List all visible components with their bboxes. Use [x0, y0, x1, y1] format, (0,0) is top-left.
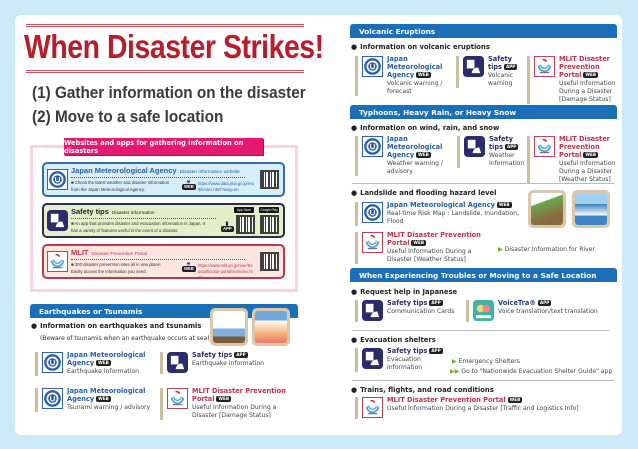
- landslide-jma-item[interactable]: [355, 202, 525, 226]
- item-badge: WEB: [509, 397, 521, 402]
- mlit-website-card[interactable]: [42, 244, 285, 279]
- earthquake-jma-item[interactable]: [35, 352, 160, 376]
- web-badge: WEB: [184, 184, 194, 189]
- safety-tips-card[interactable]: [42, 203, 285, 238]
- item-name: Japan Meteorological Agency: [67, 351, 146, 367]
- item-name: Safety tips: [192, 351, 233, 359]
- jma-logo-icon: [362, 56, 383, 77]
- item-name: MLIT Disaster Prevention Portal: [559, 135, 610, 159]
- item-desc: Useful Information During a Disaster [Weather Status]: [387, 248, 472, 263]
- item-badge: WEB: [585, 152, 597, 157]
- web-badge: WEB: [184, 266, 194, 271]
- item-desc: Useful Information During a Disaster [Weather Status]: [559, 160, 616, 183]
- divider: [352, 330, 610, 331]
- divider: [352, 183, 614, 184]
- item-name: Japan Meteorological Agency: [387, 55, 443, 79]
- safety-name: Safety tips: [71, 207, 109, 216]
- divider: [71, 218, 216, 219]
- item-desc: Useful Information During a Disaster [Damage Status]: [192, 404, 277, 419]
- trains-mlit-item[interactable]: [355, 397, 595, 419]
- item-desc: Useful Information During a Disaster [Traffic and Logistics Info]: [387, 405, 579, 412]
- trains-bullet: ● Trains, flights, and road conditions: [351, 386, 494, 394]
- item-name: VoiceTra®: [498, 299, 536, 307]
- volcanic-bullet: ● Information on volcanic eruptions: [351, 43, 490, 51]
- websites-title: Websites and apps for gathering information on disasters: [64, 138, 263, 155]
- divider: [71, 177, 245, 178]
- landslide-illustration: [528, 190, 566, 228]
- help-voicetra-item[interactable]: [466, 300, 616, 322]
- mlit-name: MLIT: [71, 248, 89, 257]
- item-badge: APP: [539, 300, 550, 305]
- arrow-icon: ▶: [498, 246, 503, 253]
- item-desc: Evacuation information: [387, 356, 423, 371]
- item-desc: Earthquake information: [192, 360, 264, 367]
- jma-logo-icon: [47, 169, 68, 190]
- safety-logo-icon: [463, 56, 484, 77]
- shelters-bullet: ● Evacuation shelters: [351, 336, 436, 344]
- item-desc: Communication Cards: [387, 308, 455, 315]
- arrow-icon: ▶: [452, 358, 457, 365]
- item-desc: Weather Information: [489, 152, 525, 167]
- title-rule-bottom: [26, 70, 304, 73]
- jma-logo-icon: [42, 352, 63, 373]
- mlit-logo-icon: [167, 388, 188, 409]
- flood-illustration: [572, 190, 610, 228]
- shelter-guide-label: Go to "Nationwide Evacuation Shelter Guide" app: [461, 368, 613, 375]
- safety-logo-icon: [464, 136, 485, 157]
- mlit-logo-icon: [47, 251, 68, 272]
- divider: [71, 259, 245, 260]
- jma-logo-icon: [362, 202, 383, 223]
- item-badge: WEB: [418, 72, 429, 77]
- phone-icon: 📱: [224, 221, 230, 226]
- item-badge: WEB: [413, 240, 425, 245]
- earthquake-illustration: [210, 308, 248, 346]
- earthquakes-bullet: ● Information on earthquakes and tsunamis: [31, 322, 201, 330]
- emergency-shelters-link[interactable]: [452, 358, 520, 365]
- item-name: Safety tips: [387, 347, 428, 355]
- item-badge: WEB: [418, 152, 429, 157]
- jma-name: Japan Meteorological Agency: [71, 166, 177, 175]
- shelters-safety-item[interactable]: [355, 348, 455, 372]
- section-typhoons: Typhoons, Heavy Rain, or Heavy Snow: [350, 105, 617, 119]
- jma-website-card[interactable]: [42, 162, 285, 197]
- item-name: Safety tips: [488, 55, 512, 71]
- help-safety-item[interactable]: [355, 300, 455, 322]
- section-volcanic: Volcanic Eruptions: [350, 24, 617, 38]
- item-desc: Volcanic warning / forecast: [387, 80, 443, 95]
- item-desc: Earthquake information: [67, 368, 139, 375]
- item-badge: WEB: [218, 396, 230, 401]
- jma-logo-icon: [42, 388, 63, 409]
- title-rule-top: [26, 24, 304, 27]
- mlit-logo-icon: [534, 56, 555, 77]
- mlit-qr-code[interactable]: [260, 252, 279, 271]
- emergency-shelters-label: Emergency Shelters: [458, 358, 520, 365]
- earthquakes-note: (Beware of tsunamis when an earthquake occurs at sea): [40, 335, 210, 342]
- item-badge: APP: [507, 144, 517, 149]
- jma-desc: ■ Check the latest weather and disaster information from the Japan Meteorological Agency.: [71, 180, 170, 192]
- volcanic-mlit-item[interactable]: [527, 56, 619, 104]
- voicetra-logo-icon: [473, 300, 494, 321]
- item-desc: Volcanic warning: [488, 72, 514, 87]
- item-name: Japan Meteorological Agency: [387, 201, 495, 209]
- safety-tips-logo-icon: [47, 210, 68, 231]
- item-badge: APP: [236, 352, 246, 357]
- mlit-logo-icon: [534, 136, 555, 157]
- item-name: MLIT Disaster Prevention Portal: [192, 387, 286, 403]
- item-desc: Tsunami warning / advisory: [67, 404, 151, 411]
- river-info-link[interactable]: [498, 246, 595, 253]
- item-desc: Weather warning / advisory: [387, 160, 443, 175]
- typhoon-safety-item[interactable]: [457, 136, 525, 168]
- item-name: MLIT Disaster Prevention Portal: [387, 231, 481, 247]
- item-badge: WEB: [98, 396, 109, 401]
- app-store-badge[interactable]: App Store: [234, 207, 254, 213]
- volcanic-jma-item[interactable]: [355, 56, 453, 96]
- item-name: MLIT Disaster Prevention Portal: [387, 396, 506, 404]
- item-name: Safety tips: [489, 135, 513, 151]
- river-info-label: Disaster Information for River: [504, 246, 595, 253]
- item-badge: APP: [431, 348, 441, 353]
- google-play-qr-code[interactable]: [260, 215, 279, 234]
- jma-logo-icon: [362, 136, 383, 157]
- item-badge: APP: [431, 300, 441, 305]
- item-badge: WEB: [98, 360, 109, 365]
- safety-logo-icon: [362, 300, 383, 321]
- jma-subtitle: Disaster information website: [179, 170, 240, 175]
- tsunami-illustration: [252, 308, 290, 346]
- item-desc: Useful Information During a Disaster [Damage Status]: [559, 80, 616, 103]
- laptop-icon: 💻: [186, 179, 192, 184]
- safety-logo-icon: [362, 348, 383, 369]
- item-name: Japan Meteorological Agency: [67, 387, 146, 403]
- section-troubles: When Experiencing Troubles or Moving to a Safe Location: [350, 268, 617, 282]
- safety-logo-icon: [167, 352, 188, 373]
- earthquake-mlit-item[interactable]: [160, 388, 300, 420]
- landslide-mlit-item[interactable]: [355, 232, 495, 264]
- landslide-bullet: ● Landslide and flooding hazard level: [351, 189, 496, 197]
- section-earthquakes: Earthquakes or Tsunamis: [30, 304, 298, 318]
- safety-desc: ■ An app that provides disaster and evacuation information in Japan. It has a variety of features useful in the event of a disaster.: [71, 221, 206, 233]
- item-desc: Voice translation/text translation: [498, 308, 598, 315]
- typhoon-mlit-item[interactable]: [527, 136, 619, 184]
- app-store-qr-code[interactable]: [236, 215, 255, 234]
- jma-qr-code[interactable]: [260, 170, 279, 189]
- tsunami-jma-item[interactable]: [35, 388, 160, 412]
- item-badge: APP: [506, 64, 516, 69]
- mlit-url-link[interactable]: https://www.mlit.go.jp/river/bousai/bousai-portal/en/index.html: [198, 263, 253, 280]
- item-name: MLIT Disaster Prevention Portal: [559, 55, 610, 79]
- app-badge: APP: [223, 226, 232, 231]
- typhoon-jma-item[interactable]: [355, 136, 453, 176]
- item-badge: WEB: [498, 202, 510, 207]
- mlit-logo-icon: [362, 232, 383, 253]
- volcanic-safety-item[interactable]: [456, 56, 524, 88]
- google-play-badge[interactable]: Google Play: [260, 208, 278, 212]
- item-name: Safety tips: [387, 299, 428, 307]
- shelter-guide-link[interactable]: [450, 368, 612, 375]
- safety-subtitle: Disaster information: [111, 211, 155, 216]
- mlit-desc: ■ 300 disaster prevention sites all in one place! Easily access the information you need.: [71, 262, 161, 274]
- help-bullet: ● Request help in Japanese: [351, 288, 457, 296]
- item-desc: Real-time Risk Map : Landslide, Inundation, Flood: [387, 210, 519, 225]
- jma-url-link[interactable]: https://www.data.jma.go.jp/multi/index.html?lang=en: [198, 181, 254, 192]
- earthquake-safety-item[interactable]: [160, 352, 295, 374]
- laptop-icon: 💻: [186, 261, 192, 266]
- step-1: (1) Gather information on the disaster: [32, 83, 306, 102]
- mlit-subtitle: Disaster Prevention Portal: [91, 252, 148, 257]
- double-arrow-icon: ▶▶: [450, 368, 460, 375]
- typhoons-bullet: ● Information on wind, rain, and snow: [351, 124, 499, 132]
- page-title: When Disaster Strikes!: [24, 28, 324, 65]
- mlit-logo-icon: [362, 397, 383, 418]
- divider: [352, 380, 614, 381]
- item-badge: WEB: [585, 72, 597, 77]
- item-name: Japan Meteorological Agency: [387, 135, 443, 159]
- step-2: (2) Move to a safe location: [32, 107, 224, 126]
